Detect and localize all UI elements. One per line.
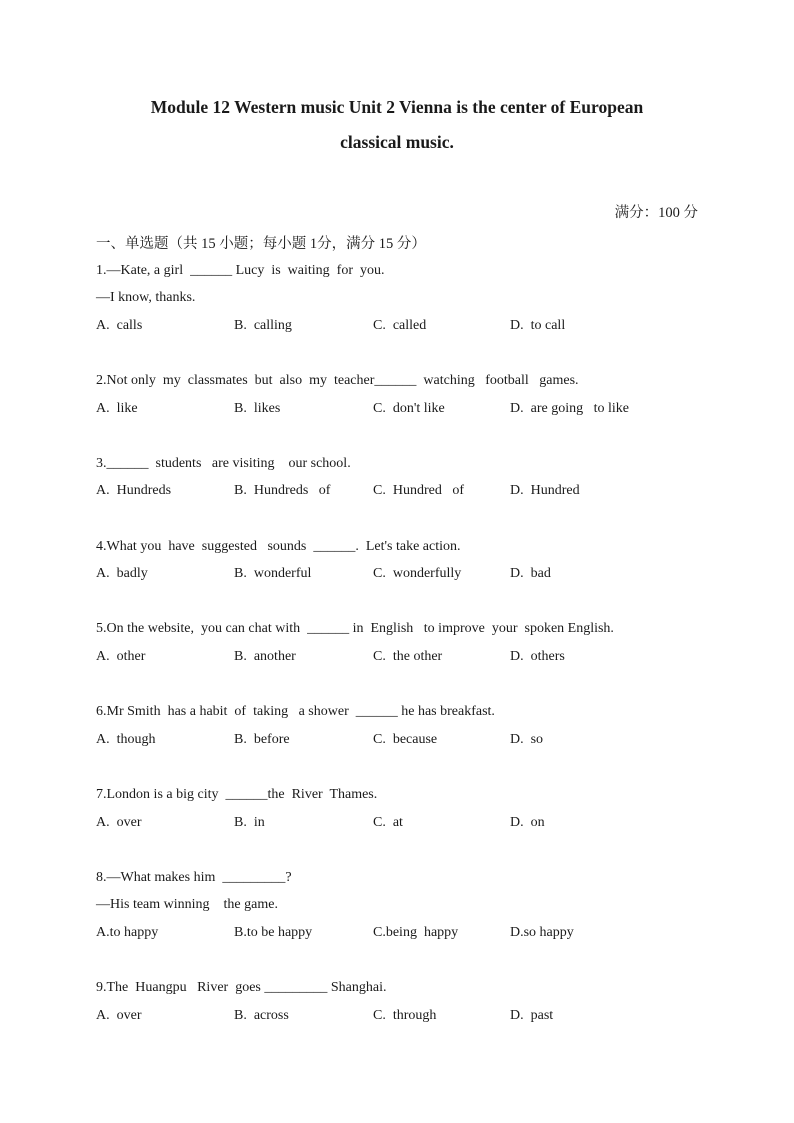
question-3-option-b[interactable]: B. Hundreds of [234, 483, 331, 498]
question-1-stem: 1.—Kate, a girl ______ Lucy is waiting for you. [96, 263, 385, 278]
question-5-options [96, 649, 696, 669]
question-7-option-b[interactable]: B. in [234, 815, 265, 830]
question-1-option-d[interactable]: D. to call [510, 318, 566, 333]
question-4-option-d[interactable]: D. bad [510, 566, 551, 581]
question-9-options [96, 1008, 696, 1028]
question-9-option-b[interactable]: B. across [234, 1008, 289, 1023]
page-title-line-1: Module 12 Western music Unit 2 Vienna is the center of European [150, 97, 644, 117]
question-8-option-d[interactable]: D.so happy [510, 925, 574, 940]
question-7-options [96, 815, 696, 835]
question-4-options [96, 566, 696, 586]
question-5-option-a[interactable]: A. other [96, 649, 146, 664]
question-3-option-c[interactable]: C. Hundred of [373, 483, 464, 498]
question-1-option-a[interactable]: A. calls [96, 318, 143, 333]
question-2-option-c[interactable]: C. don't like [373, 401, 445, 416]
question-8-option-a[interactable]: A.to happy [96, 925, 159, 940]
question-8-option-c[interactable]: C.being happy [373, 925, 459, 940]
question-4-option-b[interactable]: B. wonderful [234, 566, 312, 581]
question-1-option-c[interactable]: C. called [373, 318, 427, 333]
question-7-option-d[interactable]: D. on [510, 815, 545, 830]
question-6-option-a[interactable]: A. though [96, 732, 156, 747]
question-4-stem: 4.What you have suggested sounds ______. Let's take action. [96, 539, 461, 554]
question-8-stem: 8.—What makes him _________? [96, 870, 292, 885]
page-title-line-2: classical music. [340, 132, 454, 152]
question-1-options [96, 318, 696, 338]
question-9-stem: 9.The Huangpu River goes _________ Shanghai. [96, 980, 387, 995]
question-3-options [96, 483, 696, 503]
question-2-options [96, 401, 696, 421]
question-5-option-b[interactable]: B. another [234, 649, 296, 664]
question-3-option-a[interactable]: A. Hundreds [96, 483, 172, 498]
question-7-option-a[interactable]: A. over [96, 815, 142, 830]
question-2-option-d[interactable]: D. are going to like [510, 401, 629, 416]
question-8-options [96, 925, 696, 945]
section-heading: 一、单选题（共 15 小题；每小题 1分，满分 15 分） [96, 236, 426, 252]
question-9-option-a[interactable]: A. over [96, 1008, 142, 1023]
question-9-option-d[interactable]: D. past [510, 1008, 554, 1023]
question-6-stem: 6.Mr Smith has a habit of taking a shower ______ he has breakfast. [96, 704, 495, 719]
question-1-option-b[interactable]: B. calling [234, 318, 292, 333]
question-3-option-d[interactable]: D. Hundred [510, 483, 580, 498]
question-4-option-a[interactable]: A. badly [96, 566, 148, 581]
question-2-stem: 2.Not only my classmates but also my teacher______ watching football games. [96, 373, 579, 388]
question-7-option-c[interactable]: C. at [373, 815, 403, 830]
full-score-label: 满分：100 分 [614, 205, 698, 221]
question-6-option-d[interactable]: D. so [510, 732, 544, 747]
question-4-option-c[interactable]: C. wonderfully [373, 566, 462, 581]
question-9-option-c[interactable]: C. through [373, 1008, 437, 1023]
question-2-option-b[interactable]: B. likes [234, 401, 281, 416]
question-5-stem: 5.On the website, you can chat with ______ in English to improve your spoken English. [96, 621, 614, 636]
question-5-option-c[interactable]: C. the other [373, 649, 443, 664]
question-6-option-b[interactable]: B. before [234, 732, 290, 747]
question-1-reply: —I know, thanks. [96, 290, 196, 305]
question-6-options [96, 732, 696, 752]
question-8-reply: —His team winning the game. [96, 897, 278, 912]
question-8-option-b[interactable]: B.to be happy [234, 925, 313, 940]
question-6-option-c[interactable]: C. because [373, 732, 438, 747]
question-7-stem: 7.London is a big city ______the River Thames. [96, 787, 378, 802]
question-2-option-a[interactable]: A. like [96, 401, 138, 416]
question-3-stem: 3.______ students are visiting our school. [96, 456, 351, 471]
question-5-option-d[interactable]: D. others [510, 649, 565, 664]
